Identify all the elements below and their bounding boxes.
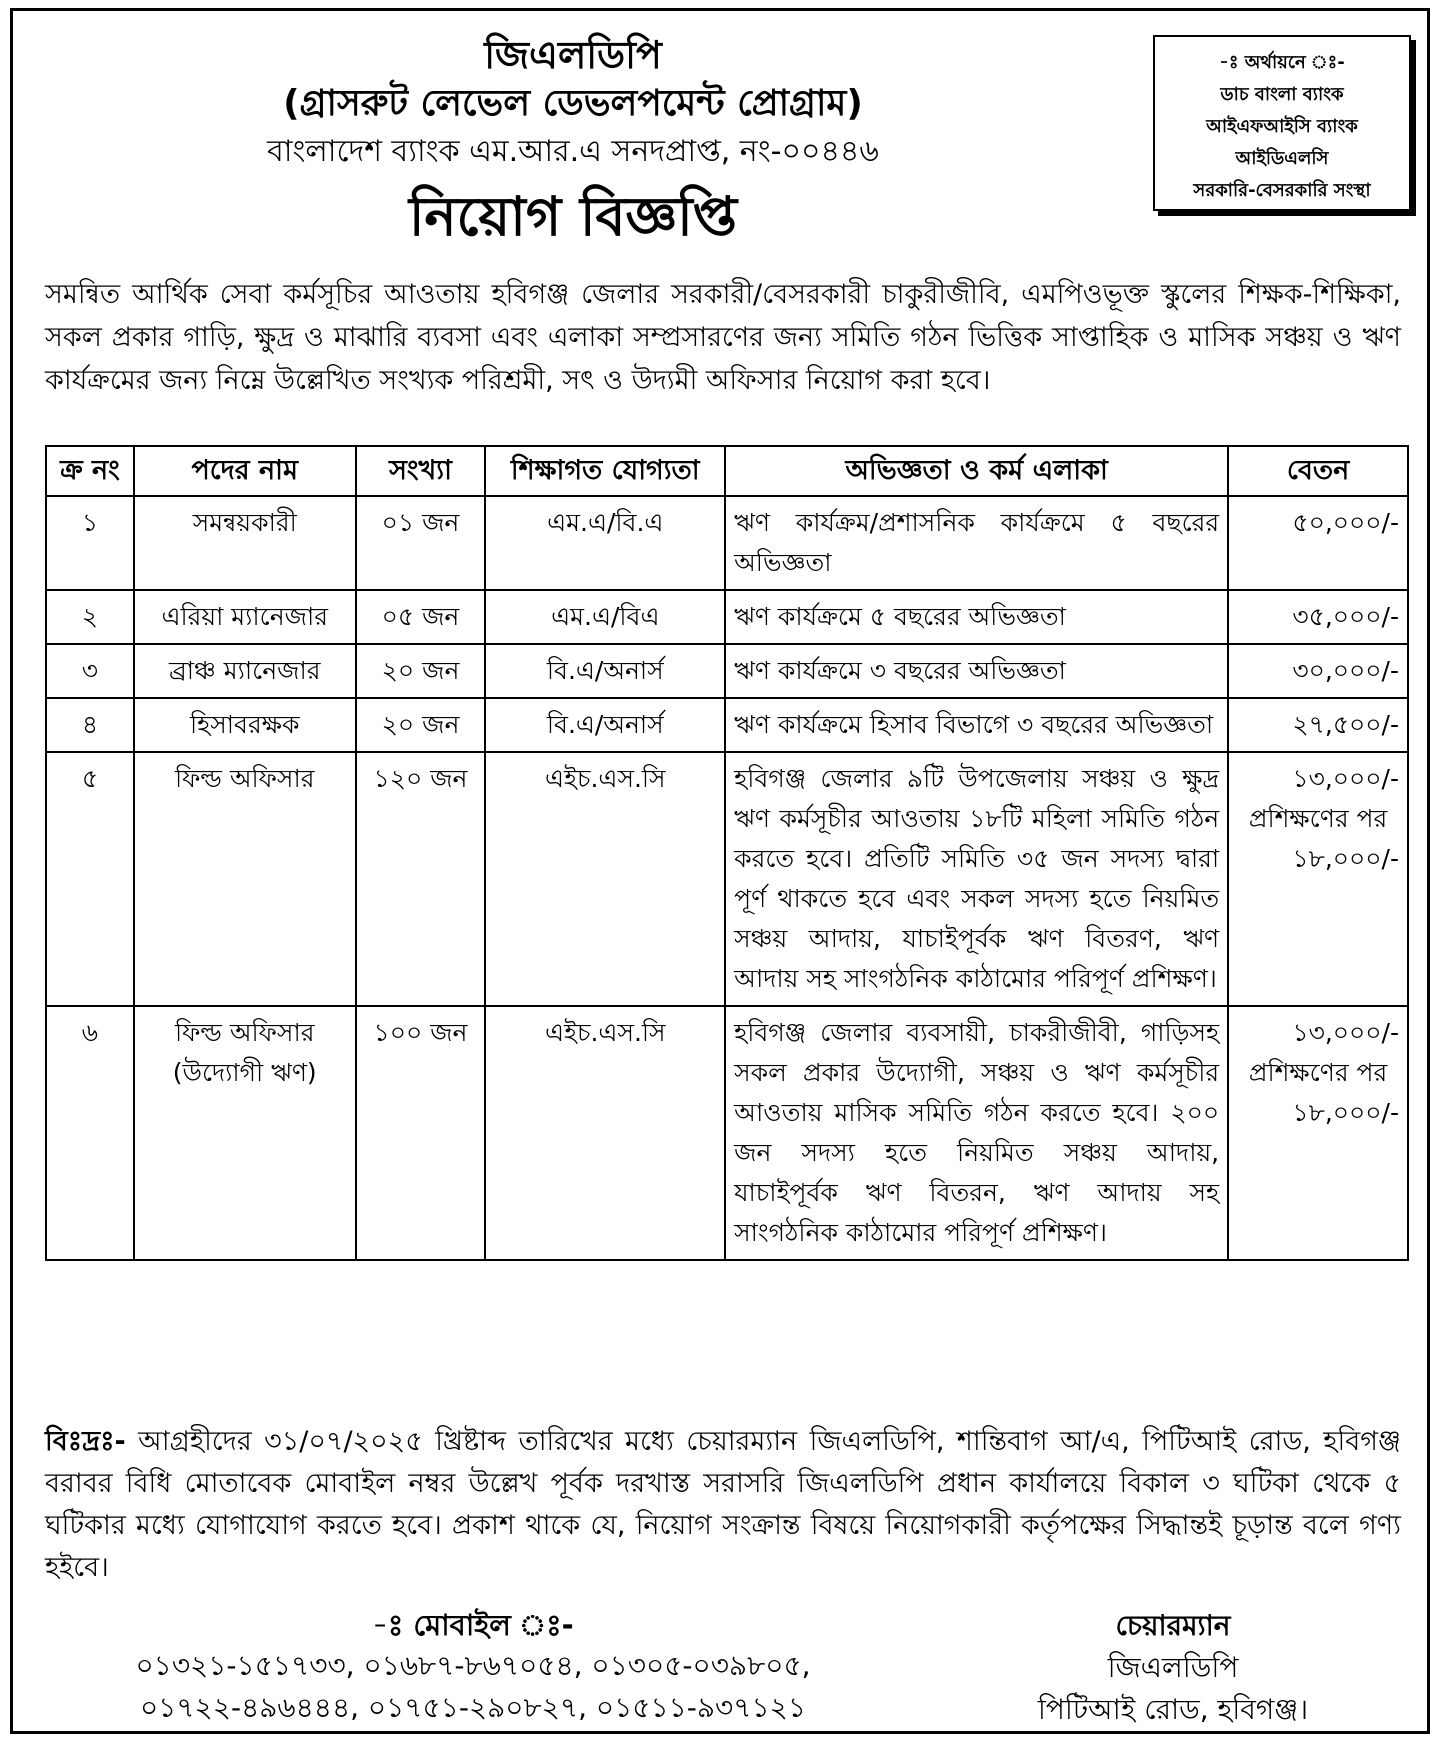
footnote bbox=[45, 1421, 1401, 1589]
header-serial: ক্র নং bbox=[46, 446, 134, 496]
salary-initial: ১৩,০০০/- bbox=[1292, 1018, 1399, 1047]
license-line: বাংলাদেশ ব্যাংক এম.আর.এ সনদপ্রাপ্ত, নং-০০৪৪৬ bbox=[267, 134, 879, 169]
post-subtitle: (উদ্যোগী ঋণ) bbox=[172, 1058, 317, 1087]
footnote-text: আগ্রহীদের ৩১/০৭/২০২৫ খ্রিষ্টাব্দ তারিখের মধ্যে চেয়ারম্যান জিএলডিপি, শান্তিবাগ আ/এ, পিটিআই রোড, হবিগঞ্জ বরাবর বিধি মোতাবেক মোবাইল নম্বর উল্লেখ পূর্বক দরখাস্ত সরাসরি জিএলডিপি প্রধান কার্যালয়ে বিকাল ৩ ঘটিকা থেকে ৫ ঘটিকার মধ্যে যোগাযোগ করতে হবে। প্রকাশ থাকে যে, নিয়োগ সংক্রান্ত বিষয়ে নিয়োগকারী কর্তৃপক্ষের সিদ্ধান্তই চূড়ান্ত বলে গণ্য হইবে। bbox=[45, 1426, 1401, 1583]
mobile-contacts bbox=[53, 1605, 893, 1729]
signature-block bbox=[943, 1605, 1403, 1731]
mobile-title: -ঃ মোবাইল ঃ- bbox=[372, 1608, 574, 1642]
cell-salary: ৩৫,০০০/- bbox=[1228, 590, 1408, 644]
cell-education: এম.এ/বিএ bbox=[485, 590, 725, 644]
funding-item: ডাচ বাংলা ব্যাংক bbox=[1220, 84, 1344, 105]
table-row bbox=[46, 590, 1408, 644]
cell-post: সমন্বয়কারী bbox=[134, 496, 356, 590]
table-header-row bbox=[46, 446, 1408, 496]
cell-post bbox=[134, 1006, 356, 1260]
cell-education: বি.এ/অনার্স bbox=[485, 698, 725, 752]
cell-salary: ৩০,০০০/- bbox=[1228, 644, 1408, 698]
header-education: শিক্ষাগত যোগ্যতা bbox=[485, 446, 725, 496]
cell-experience: ঋণ কার্যক্রম/প্রশাসনিক কার্যক্রমে ৫ বছরের অভিজ্ঞতা bbox=[725, 496, 1228, 590]
funding-heading: -ঃ অর্থায়নে ঃ- bbox=[1219, 52, 1345, 73]
vacancy-table bbox=[45, 445, 1409, 1261]
table-row bbox=[46, 644, 1408, 698]
cell-count: ২০ জন bbox=[356, 644, 486, 698]
cell-education: এইচ.এস.সি bbox=[485, 752, 725, 1006]
signatory-org: জিএলডিপি bbox=[1107, 1651, 1239, 1684]
cell-count: ১০০ জন bbox=[356, 1006, 486, 1260]
cell-post: ফিল্ড অফিসার bbox=[134, 752, 356, 1006]
post-title: ফিল্ড অফিসার bbox=[175, 1018, 315, 1047]
cell-education: বি.এ/অনার্স bbox=[485, 644, 725, 698]
org-name: জিএলডিপি bbox=[484, 33, 662, 77]
cell-count: ০১ জন bbox=[356, 496, 486, 590]
footnote-label: বিঃদ্রঃ- bbox=[45, 1426, 126, 1457]
cell-count: ০৫ জন bbox=[356, 590, 486, 644]
funding-box bbox=[1153, 35, 1411, 211]
intro-paragraph: সমন্বিত আর্থিক সেবা কর্মসূচির আওতায় হবিগঞ্জ জেলার সরকারী/বেসরকারী চাকুরীজীবি, এমপিওভূক্ত স্কুলের শিক্ষক-শিক্ষিকা, সকল প্রকার গাড়ি, ক্ষুদ্র ও মাঝারি ব্যবসা এবং এলাকা সম্প্রসারণের জন্য সমিতি গঠন ভিত্তিক সাপ্তাহিক ও মাসিক সঞ্চয় ও ঋণ কার্যক্রমের জন্য নিম্নে উল্লেখিত সংখ্যক পরিশ্রমী, সৎ ও উদ্যমী অফিসার নিয়োগ করা হবে। bbox=[45, 279, 1401, 396]
cell-post: ব্রাঞ্চ ম্যানেজার bbox=[134, 644, 356, 698]
cell-count: ১২০ জন bbox=[356, 752, 486, 1006]
cell-experience: হবিগঞ্জ জেলার ৯টি উপজেলায় সঞ্চয় ও ক্ষুদ্র ঋণ কর্মসূচীর আওতায় ১৮টি মহিলা সমিতি গঠন করতে হবে। প্রতিটি সমিতি ৩৫ জন সদস্য দ্বারা পূর্ণ থাকতে হবে এবং সকল সদস্য হতে নিয়মিত সঞ্চয় আদায়, যাচাইপূর্বক ঋণ বিতরণ, ঋণ আদায় সহ সাংগঠনিক কাঠামোর পরিপূর্ণ প্রশিক্ষণ। bbox=[725, 752, 1228, 1006]
cell-salary: ৫০,০০০/- bbox=[1228, 496, 1408, 590]
cell-salary bbox=[1228, 752, 1408, 1006]
header-count: সংখ্যা bbox=[356, 446, 486, 496]
mobile-numbers-line: ০১৭২২-৪৯৬৪৪৪, ০১৭৫১-২৯০৮২৭, ০১৫১১-৯৩৭১২১ bbox=[139, 1691, 807, 1724]
cell-post: হিসাবরক্ষক bbox=[134, 698, 356, 752]
cell-experience: ঋণ কার্যক্রমে ৩ বছরের অভিজ্ঞতা bbox=[725, 644, 1228, 698]
cell-serial: ১ bbox=[46, 496, 134, 590]
salary-note: প্রশিক্ষণের পর bbox=[1248, 804, 1388, 833]
table-row bbox=[46, 496, 1408, 590]
signatory-title: চেয়ারম্যান bbox=[1115, 1609, 1231, 1642]
funding-item: আইডিএলসি bbox=[1235, 148, 1329, 169]
cell-count: ২০ জন bbox=[356, 698, 486, 752]
table-row bbox=[46, 752, 1408, 1006]
salary-after-training: ১৮,০০০/- bbox=[1292, 844, 1399, 873]
cell-education: এইচ.এস.সি bbox=[485, 1006, 725, 1260]
cell-experience: ঋণ কার্যক্রমে হিসাব বিভাগে ৩ বছরের অভিজ্ঞতা bbox=[725, 698, 1228, 752]
cell-salary: ২৭,৫০০/- bbox=[1228, 698, 1408, 752]
notice-header bbox=[13, 31, 1133, 253]
cell-post: এরিয়া ম্যানেজার bbox=[134, 590, 356, 644]
header-post: পদের নাম bbox=[134, 446, 356, 496]
funding-item: আইএফআইসি ব্যাংক bbox=[1206, 116, 1358, 137]
signatory-address: পিটিআই রোড, হবিগঞ্জ। bbox=[1037, 1693, 1309, 1726]
table-row bbox=[46, 1006, 1408, 1260]
notice-page bbox=[10, 8, 1430, 1734]
cell-serial: ৬ bbox=[46, 1006, 134, 1260]
cell-serial: ৩ bbox=[46, 644, 134, 698]
cell-serial: ৫ bbox=[46, 752, 134, 1006]
mobile-numbers-line: ০১৩২১-১৫১৭৩৩, ০১৬৮৭-৮৬৭০৫৪, ০১৩০৫-০৩৯৮০৫, bbox=[135, 1649, 811, 1682]
funding-item: সরকারি-বেসরকারি সংস্থা bbox=[1193, 180, 1371, 201]
salary-after-training: ১৮,০০০/- bbox=[1292, 1098, 1399, 1127]
cell-experience: হবিগঞ্জ জেলার ব্যবসায়ী, চাকরীজীবী, গাড়িসহ সকল প্রকার উদ্যোগী, সঞ্চয় ও ঋণ কর্মসূচীর আওতায় মাসিক সমিতি গঠন করতে হবে। ২০০ জন সদস্য হতে নিয়মিত সঞ্চয় আদায়, যাচাইপূর্বক ঋণ বিতরন, ঋণ আদায় সহ সাংগঠনিক কাঠামোর পরিপূর্ণ প্রশিক্ষণ। bbox=[725, 1006, 1228, 1260]
cell-serial: ২ bbox=[46, 590, 134, 644]
header-experience: অভিজ্ঞতা ও কর্ম এলাকা bbox=[725, 446, 1228, 496]
org-full-name: (গ্রাসরুট লেভেল ডেভলপমেন্ট প্রোগ্রাম) bbox=[283, 83, 863, 124]
cell-serial: ৪ bbox=[46, 698, 134, 752]
header-salary: বেতন bbox=[1228, 446, 1408, 496]
cell-experience: ঋণ কার্যক্রমে ৫ বছরের অভিজ্ঞতা bbox=[725, 590, 1228, 644]
table-row bbox=[46, 698, 1408, 752]
cell-salary bbox=[1228, 1006, 1408, 1260]
cell-education: এম.এ/বি.এ bbox=[485, 496, 725, 590]
salary-initial: ১৩,০০০/- bbox=[1292, 764, 1399, 793]
salary-note: প্রশিক্ষণের পর bbox=[1248, 1058, 1388, 1087]
notice-title: নিয়োগ বিজ্ঞপ্তি bbox=[408, 185, 738, 248]
